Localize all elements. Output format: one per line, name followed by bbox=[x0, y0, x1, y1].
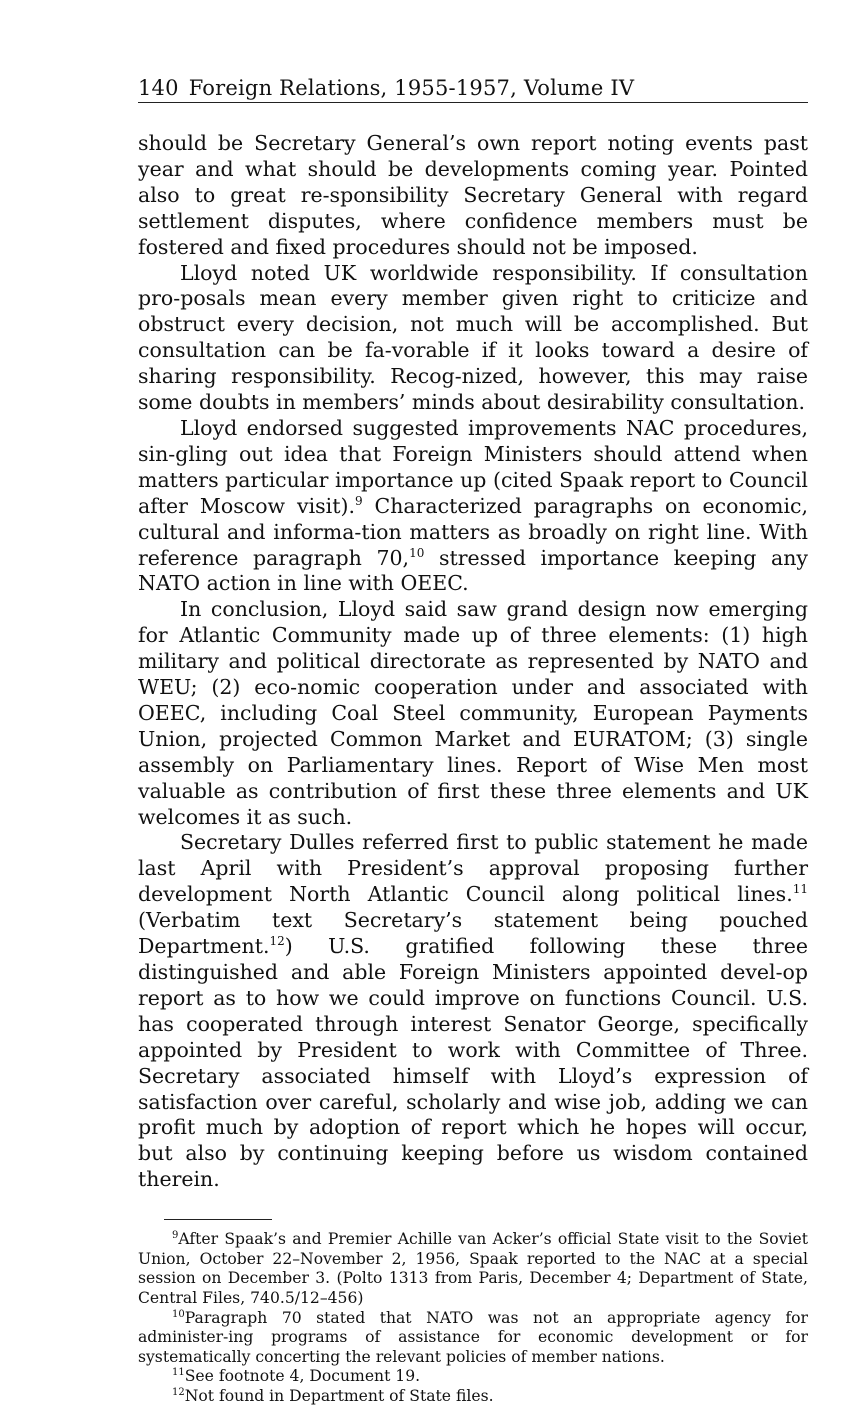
footnote-number: 12 bbox=[172, 1386, 185, 1398]
paragraph-5 bbox=[138, 830, 808, 1193]
footnote-number: 9 bbox=[172, 1229, 179, 1241]
footnote-number: 10 bbox=[172, 1308, 185, 1320]
paragraph-5-text-c: ) U.S. gratified following these three distinguished and able Foreign Ministers appointed devel-op report as to how we could improve on functions Council. U.S. has cooperated through interest Senator George, specifically appointed by President to work with Committee of Three. Secretary associated himself with Lloyd’s expression of satisfaction over careful, scholarly and wise job, adding we can profit much by adoption of report which he hopes will occur, but also by continuing keeping before us wisdom contained therein. bbox=[138, 934, 808, 1192]
paragraph-3 bbox=[138, 416, 808, 597]
paragraph-1: should be Secretary General’s own report noting events past year and what should be developments coming year. Pointed also to great re-sponsibility Secretary General with regard settlement disputes, where confidence members must be fostered and fixed procedures should not be imposed. bbox=[138, 131, 808, 259]
paragraph-5-text-a: Secretary Dulles referred first to public statement he made last April with President’s approval proposing further development North Atlantic Council along political lines. bbox=[138, 830, 808, 907]
footnote-text: Not found in Department of State files. bbox=[184, 1386, 494, 1405]
paragraph-3-text-a: Lloyd endorsed suggested improvements NAC procedures, sin-gling out idea that Foreign Ministers should attend when matters particular importance up (cited Spaak report to Council after Moscow visit). bbox=[138, 415, 808, 518]
footnotes bbox=[138, 1230, 808, 1406]
running-head bbox=[138, 74, 808, 103]
footnote-ref-10: 10 bbox=[409, 545, 425, 560]
paragraph-4: In conclusion, Lloyd said saw grand design now emerging for Atlantic Community made up of three elements: (1) high military and political directorate as represented by NATO and WEU; (2) eco-nomic cooperation under and associated with OEEC, including Coal Steel community, European Payments Union, projected Common Market and EURATOM; (3) single assembly on Parliamentary lines. Report of Wise Men most valuable as contribution of first these three elements and UK welcomes it as such. bbox=[138, 597, 808, 829]
footnote-12 bbox=[138, 1387, 808, 1407]
paragraph-3-text-c: stressed importance keeping any NATO action in line with OEEC. bbox=[138, 545, 808, 596]
footnote-10 bbox=[138, 1309, 808, 1368]
page-number: 140 bbox=[138, 76, 179, 100]
footnote-ref-9: 9 bbox=[354, 493, 363, 508]
footnote-ref-11: 11 bbox=[792, 882, 808, 897]
paragraph-3-text-b: Characterized paragraphs on economic, cultural and informa-tion matters as broadly on right line. With reference paragraph 70, bbox=[138, 493, 808, 570]
footnote-text: Paragraph 70 stated that NATO was not an appropriate agency for administer-ing programs of assistance for economic development or for systematically concerting the relevant policies of member nations. bbox=[138, 1308, 808, 1366]
paragraph-2: Lloyd noted UK worldwide responsibility. If consultation pro-posals mean every member given right to criticize and obstruct every decision, not much will be accomplished. But consultation can be fa-vorable if it looks toward a desire of sharing responsibility. Recog-nized, however, this may raise some doubts in members’ minds about desirability consultation. bbox=[138, 260, 808, 415]
footnote-11 bbox=[138, 1367, 808, 1387]
footnote-ref-12: 12 bbox=[269, 934, 285, 949]
document-page bbox=[138, 74, 808, 1407]
footnote-divider bbox=[164, 1219, 272, 1220]
footnote-text: See footnote 4, Document 19. bbox=[184, 1367, 421, 1386]
footnote-text: After Spaak’s and Premier Achille van Acker’s official State visit to the Soviet Union, October 22–November 2, 1956, Spaak reported to the NAC at a special session on December 3. (Polto 1313 from Paris, December 4; Department of State, Central Files, 740.5/12–456) bbox=[138, 1230, 808, 1307]
footnote-number: 11 bbox=[172, 1367, 185, 1379]
body-text bbox=[138, 131, 808, 1193]
footnote-9 bbox=[138, 1230, 808, 1308]
volume-title: Foreign Relations, 1955-1957, Volume IV bbox=[188, 76, 635, 100]
paragraph-5-text-b: (Verbatim text Secretary’s statement being pouched Department. bbox=[138, 908, 808, 959]
